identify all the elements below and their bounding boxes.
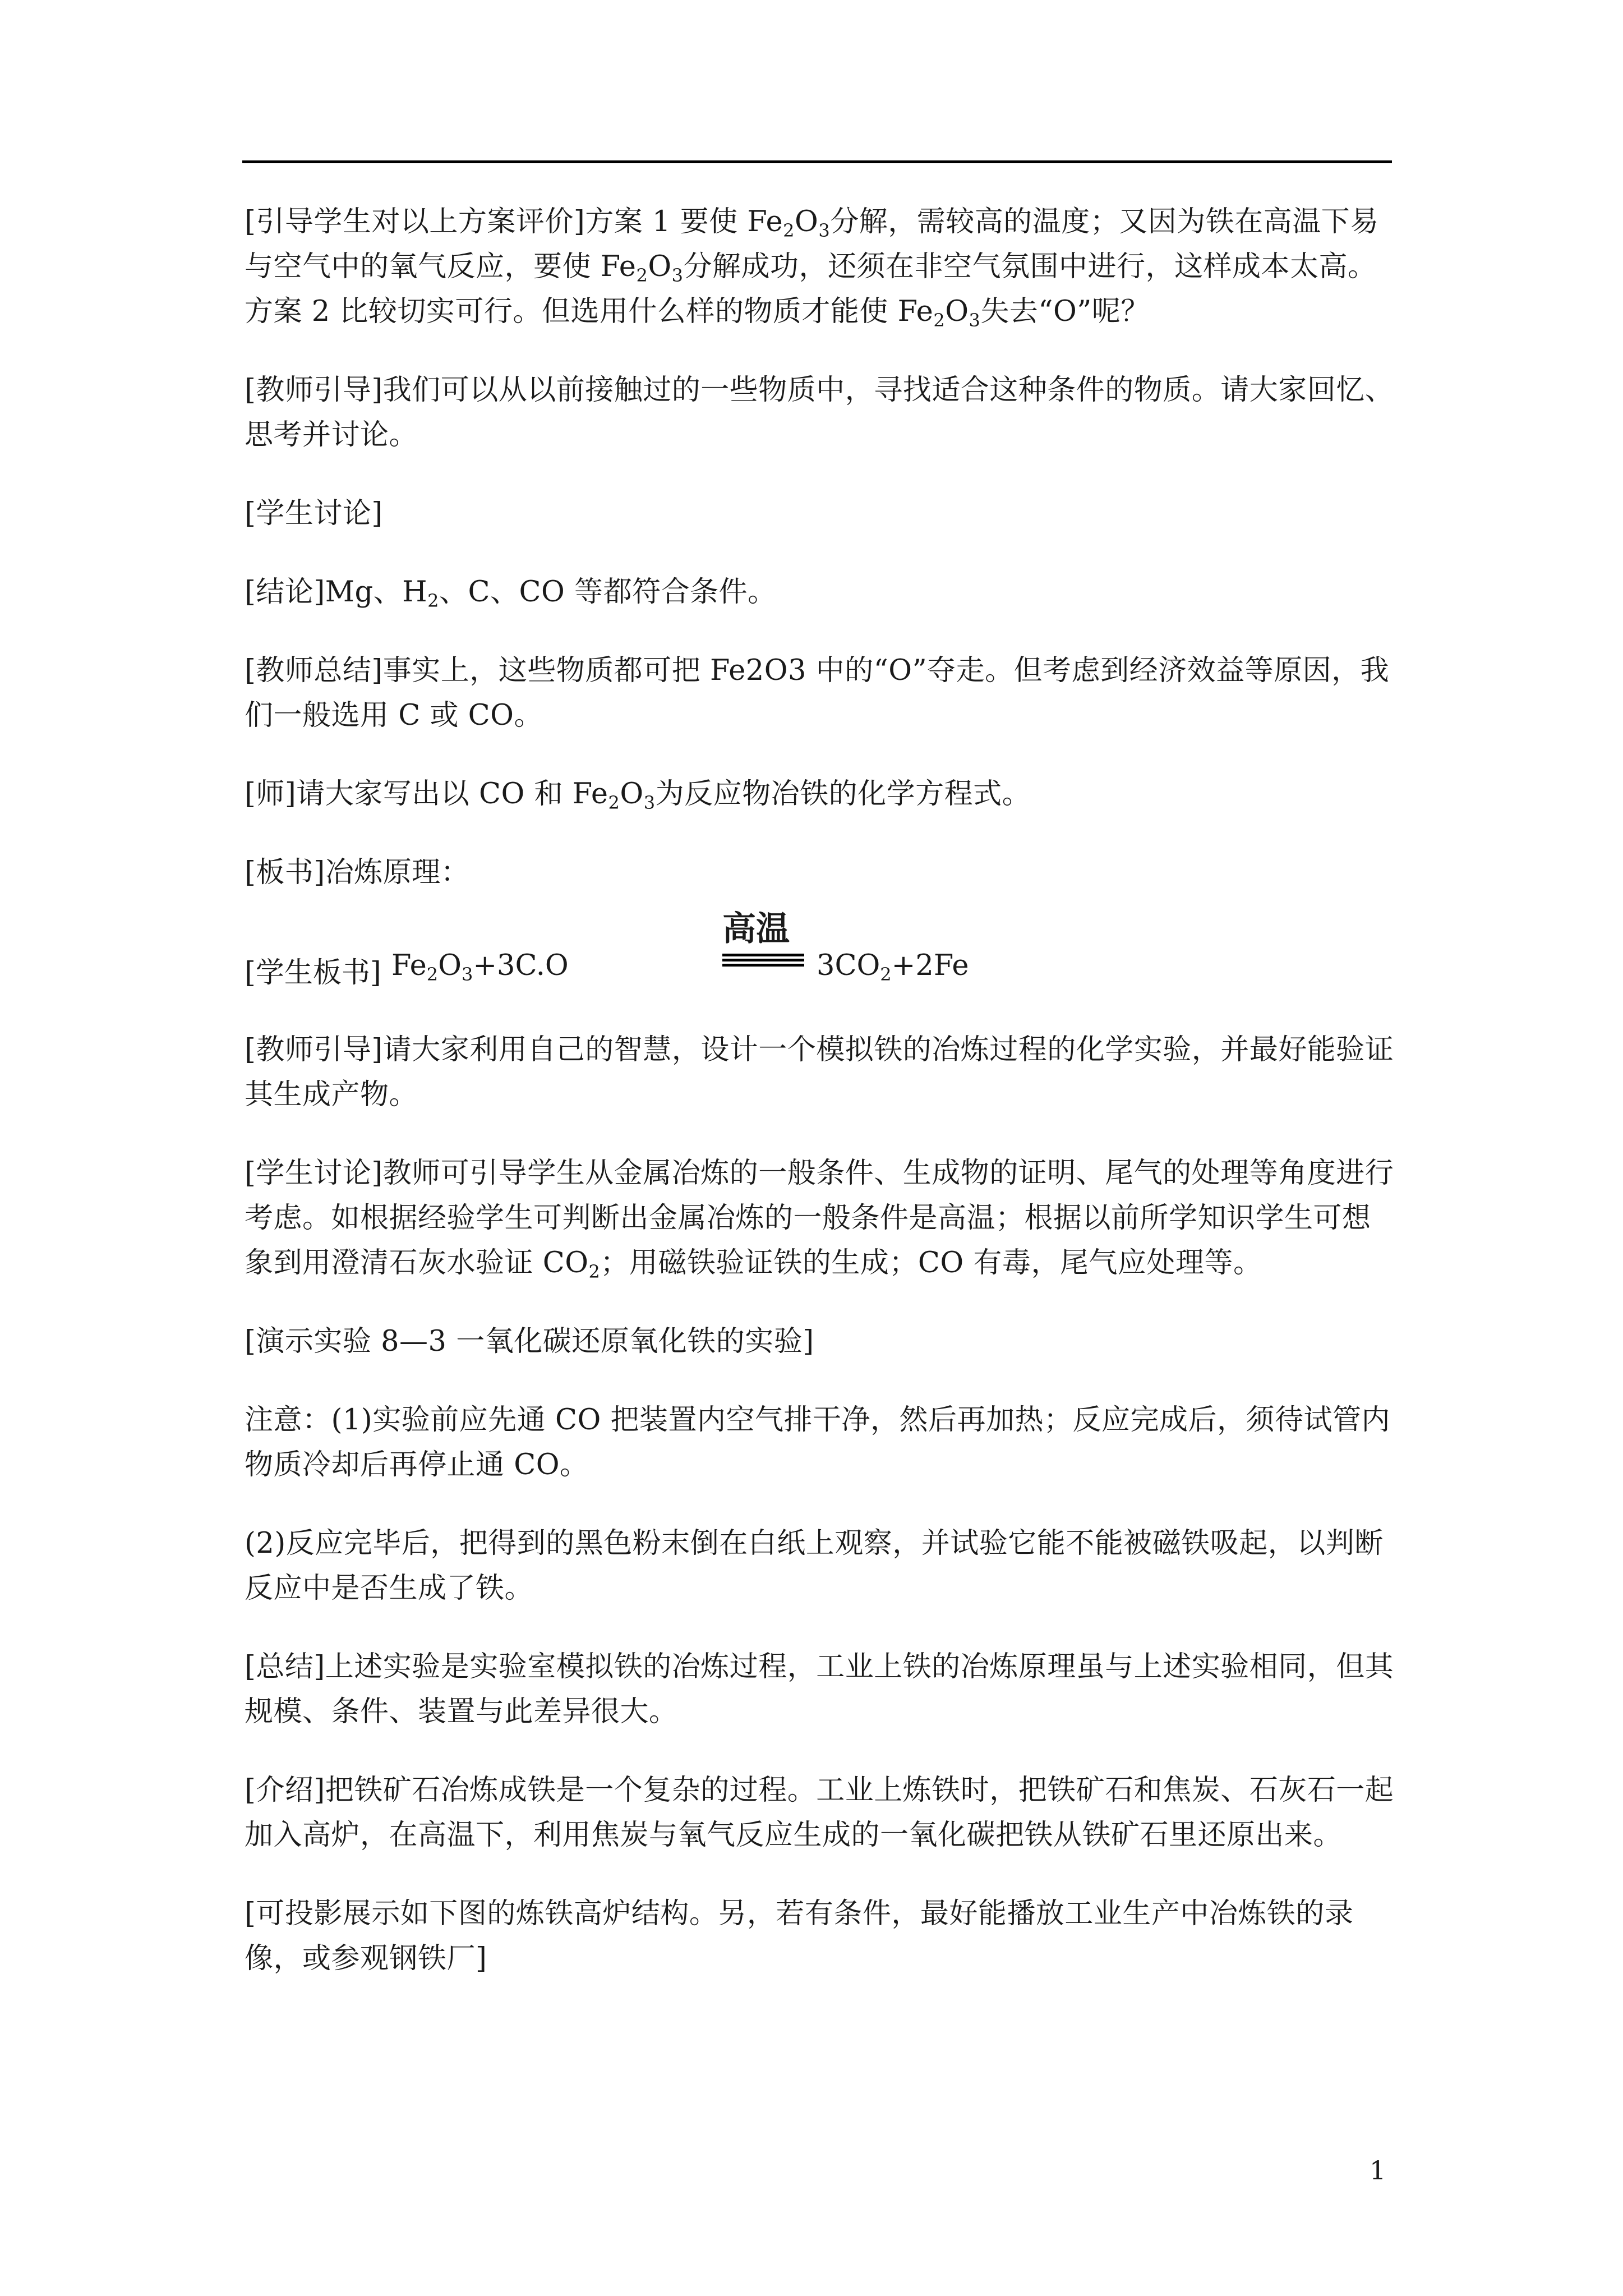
paragraph-note-1: 注意：(1)实验前应先通 CO 把装置内空气排干净，然后再加热；反应完成后，须待试管内物质冷却后再停止通 CO。	[245, 1404, 1391, 1481]
page-number: 1	[1370, 2155, 1386, 2185]
equation-products: $3CO_2+2Fe$	[817, 949, 969, 985]
paragraph-note-2: (2)反应完毕后，把得到的黑色粉末倒在白纸上观察，并试验它能不能被磁铁吸起，以判断反应中是否生成了铁。	[245, 1527, 1384, 1605]
paragraph-teacher-guide-2: [教师引导]请大家利用自己的智慧，设计一个模拟铁的冶炼过程的化学实验，并最好能验证其生成产物。	[245, 1033, 1394, 1111]
paragraph-introduction: [介绍]把铁矿石冶炼成铁是一个复杂的过程。工业上炼铁时，把铁矿石和焦炭、石灰石一起加入高炉，在高温下，利用焦炭与氧气反应生成的一氧化碳把铁从铁矿石里还原出来。	[245, 1774, 1394, 1852]
chemical-equation	[245, 909, 1394, 995]
equation-equals-sign	[722, 954, 804, 967]
paragraph-student-discussion: [学生讨论]	[245, 497, 383, 530]
paragraph-summary: [总结]上述实验是实验室模拟铁的冶炼过程，工业上铁的冶炼原理虽与上述实验相同，但其规模、条件、装置与此差异很大。	[245, 1650, 1394, 1728]
document-body	[245, 200, 1394, 2015]
paragraph-student-discussion-2: [学生讨论]教师可引导学生从金属冶炼的一般条件、生成物的证明、尾气的处理等角度进行考虑。如根据经验学生可判断出金属冶炼的一般条件是高温；根据以前所学知识学生可想象到用澄清石灰水验证 $CO_2$；用磁铁验证铁的生成；CO 有毒，尾气应处理等。	[245, 1157, 1394, 1282]
paragraph-projection: [可投影展示如下图的炼铁高炉结构。另，若有条件，最好能播放工业生产中冶炼铁的录像，或参观钢铁厂]	[245, 1897, 1354, 1975]
paragraph-evaluation: [引导学生对以上方案评价]方案 1 要使 $Fe_2O_3$分解，需较高的温度；又因为铁在高温下易与空气中的氧气反应，要使 $Fe_2O_3$分解成功，还须在非空气氛围中进行，这样成本太高。方案 2 比较切实可行。但选用什么样的物质才能使 $Fe_2O_3$失去“O”呢？	[245, 205, 1379, 331]
header-rule	[242, 160, 1392, 163]
reaction-condition: 高温	[722, 909, 790, 949]
paragraph-demo-experiment: [演示实验 8—3 一氧化碳还原氧化铁的实验]	[245, 1325, 814, 1358]
paragraph-teacher-guide-1: [教师引导]我们可以从以前接触过的一些物质中，寻找适合这种条件的物质。请大家回忆、思考并讨论。	[245, 374, 1394, 452]
equation-reactants: $Fe_2O_3+3C.O$	[391, 949, 569, 985]
paragraph-board-principle: [板书]冶炼原理：	[245, 856, 470, 889]
paragraph-teacher-summary: [教师总结]事实上，这些物质都可把 Fe2O3 中的“O”夺走。但考虑到经济效益等原因，我们一般选用 C 或 CO。	[245, 654, 1390, 732]
paragraph-teacher-prompt: [师]请大家写出以 CO 和 $Fe_2O_3$为反应物冶铁的化学方程式。	[245, 777, 1031, 813]
paragraph-conclusion: [结论]Mg、$H_2$、C、CO 等都符合条件。	[245, 576, 777, 611]
equation-label: [学生板书]	[245, 956, 381, 990]
